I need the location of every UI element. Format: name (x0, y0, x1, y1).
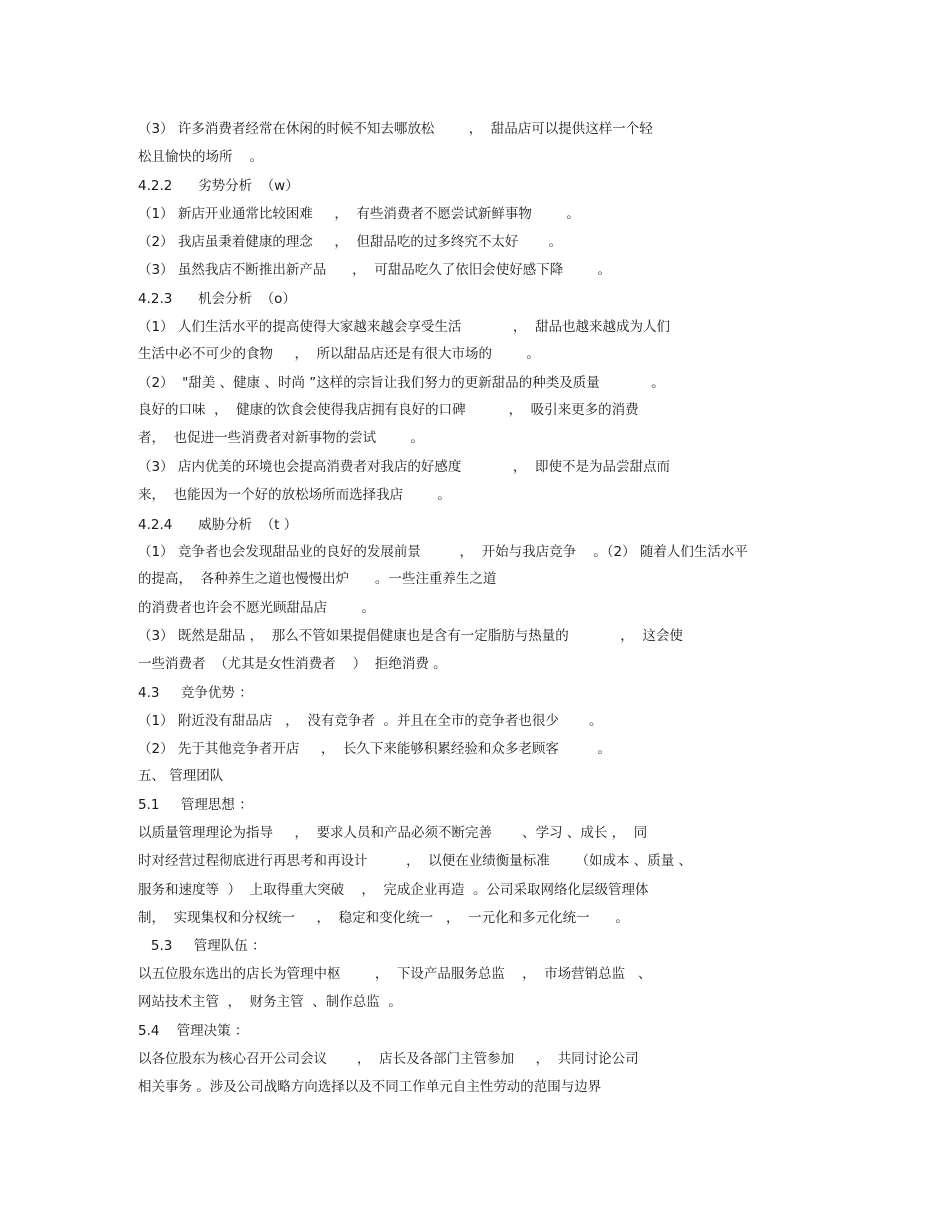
text-line: 以质量管理理论为指导 ， 要求人员和产品必须不断完善 、学习 、成长 ， 同 (138, 825, 648, 841)
section-heading: 五、 管理团队 (138, 768, 224, 784)
section-heading: 5.1 管理思想 ： (138, 797, 253, 813)
section-heading: 5.3 管理队伍 ： (138, 938, 266, 954)
text-line: 良好的口味 ， 健康的饮食会使得我店拥有良好的口碑 ， 吸引来更多的消费 (138, 402, 639, 418)
text-line: （1） 人们生活水平的提高使得大家越来越会享受生活 ， 甜品也越来越成为人们 (138, 319, 670, 335)
text-line: （1） 附近没有甜品店 ， 没有竞争者 。并且在全市的竞争者也很少 。 (138, 713, 603, 729)
section-heading: 4.2.4 威胁分析 （t ） (138, 517, 298, 533)
text-line: 的提高， 各种养生之道也慢慢出炉 。一些注重养生之道 (138, 571, 497, 587)
text-line: 制， 实现集权和分权统一 ， 稳定和变化统一 ， 一元化和多元化统一 。 (138, 910, 629, 926)
text-line: 一些消费者 （尤其是女性消费者 ） 拒绝消费 。 (138, 656, 447, 672)
text-line: （1） 新店开业通常比较困难 ， 有些消费者不愿尝试新鲜事物 。 (138, 206, 580, 222)
section-heading: 4.3 竞争优势 ： (138, 685, 253, 701)
text-line: （3） 虽然我店不断推出新产品 ， 可甜品吃久了依旧会使好感下降 。 (138, 262, 612, 278)
text-line: （1） 竞争者也会发现甜品业的良好的发展前景 ， 开始与我店竞争 。（2） 随着人们生活水平 (138, 544, 748, 560)
text-line: 松且愉快的场所 。 (138, 149, 264, 165)
section-heading: 4.2.2 劣势分析 （w） (138, 178, 299, 194)
text-line: 以五位股东选出的店长为管理中枢 ， 下设产品服务总监 ， 市场营销总监 、 (138, 966, 652, 982)
section-heading: 4.2.3 机会分析 （o） (138, 291, 296, 307)
text-line: 者， 也促进一些消费者对新事物的尝试 。 (138, 430, 424, 446)
text-line: （2） 先于其他竞争者开店 ， 长久下来能够积累经验和众多老顾客 。 (138, 741, 612, 757)
text-line: 服务和速度等 ） 上取得重大突破 ， 完成企业再造 。公司采取网络化层级管理体 (138, 882, 649, 898)
section-heading: 5.4 管理决策 ： (138, 1023, 249, 1039)
text-line: （2） 我店虽秉着健康的理念 ， 但甜品吃的过多终究不太好 。 (138, 234, 562, 250)
text-line: （3） 店内优美的环境也会提高消费者对我店的好感度 ， 即使不是为品尝甜点而 (138, 459, 670, 475)
text-line: 生活中必不可少的食物 ， 所以甜品店还是有很大市场的 。 (138, 346, 540, 362)
text-line: （3） 既然是甜品 ， 那么不管如果提倡健康也是含有一定脂肪与热量的 ， 这会使 (138, 628, 683, 644)
text-line: 的消费者也许会不愿光顾甜品店 。 (138, 600, 375, 616)
text-line: （2） "甜美 、健康 、时尚 ”这样的宗旨让我们努力的更新甜品的种类及质量 。 (138, 375, 665, 391)
text-line: 相关事务 。涉及公司战略方向选择以及不同工作单元自主性劳动的范围与边界 (138, 1079, 602, 1095)
text-line: 以各位股东为核心召开公司会议 ， 店长及各部门主管参加 ， 共同讨论公司 (138, 1051, 639, 1067)
text-line: 来， 也能因为一个好的放松场所而选择我店 。 (138, 487, 451, 503)
text-line: 网站技术主管 ， 财务主管 、制作总监 。 (138, 994, 402, 1010)
text-line: （3） 许多消费者经常在休闲的时候不知去哪放松 ， 甜品店可以提供这样一个轻 (138, 121, 653, 137)
text-line: 时对经营过程彻底进行再思考和再设计 ， 以便在业绩衡量标准 （如成本 、质量 、 (138, 853, 693, 869)
